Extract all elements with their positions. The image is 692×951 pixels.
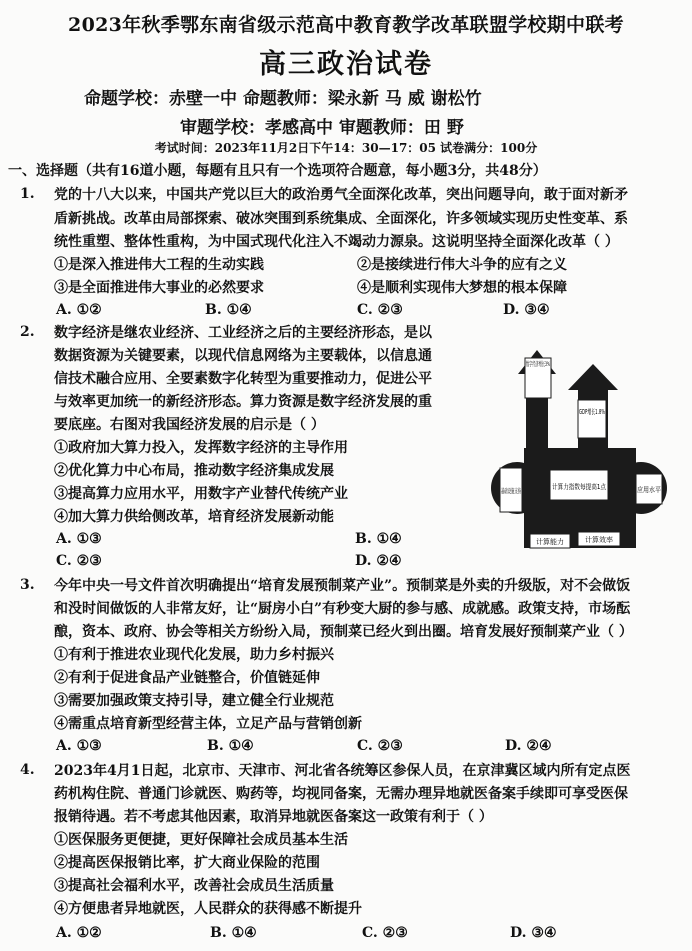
statement-item: ①政府加大算力投入，发挥数字经济的主导作用	[54, 440, 348, 456]
question-number: 3.	[20, 577, 35, 593]
statement-item: ②优化算力中心布局，推动数字经济集成发展	[54, 463, 334, 479]
statement-item: ③提高社会福利水平，改善社会成员生活质量	[54, 878, 334, 894]
answer-option[interactable]: B. ①④	[205, 302, 252, 318]
answer-option[interactable]: C. ②③	[357, 302, 403, 318]
statement-item: ③是全面推进伟大事业的必然要求	[54, 280, 264, 296]
answer-option[interactable]: C. ②③	[56, 553, 102, 569]
statement-item: ④方便患者异地就医，人民群众的获得感不断提升	[54, 901, 362, 917]
question-text: 数据资源为关键要素，以现代信息网络为主要载体，以信息通	[54, 348, 432, 364]
answer-option[interactable]: D. ③④	[510, 925, 557, 941]
bottom-right-label: 计算效率	[585, 536, 613, 544]
question-number: 4.	[20, 762, 35, 778]
arrow-left-label	[526, 359, 550, 368]
answer-option[interactable]: A. ①③	[56, 738, 102, 754]
answer-option[interactable]: D. ③④	[503, 302, 550, 318]
question-text: 党的十八大以来，中国共产党以巨大的政治勇气全面深化改革，突出问题导向，敢于面对新矛	[54, 187, 628, 203]
question-text: 药机构住院、普通门诊就医、购药等，均视同备案，无需办理异地就医备案手续即可享受医保	[54, 786, 628, 802]
question-text: 与效率更加统一的新经济形态。算力资源是数字经济发展的重	[54, 394, 432, 410]
exam-info: 考试时间：2023年11月2日下午14：30—17：05 试卷满分：100分	[154, 141, 538, 155]
statement-item: ②是接续进行伟大斗争的应有之义	[357, 257, 567, 273]
section-heading: 一、选择题（共有16道小题，每题有且只有一个选项符合题意，每小题3分，共48分）	[8, 163, 547, 179]
question-text: 盾新挑战。改革由局部探索、破冰突围到系统集成、全面深化，许多领域实现历史性变革、系	[54, 211, 628, 227]
question-text: 报销待遇。若不考虑其他因素，取消异地就医备案这一政策有利于（ ）	[54, 809, 493, 825]
arrow-right-label: GDP增长1.8%	[579, 408, 626, 416]
answer-option[interactable]: D. ②④	[355, 553, 402, 569]
question-text: 今年中央一号文件首次明确提出“培育发展预制菜产业”。预制菜是外卖的升级版，对不会做饭	[54, 578, 631, 594]
answer-option[interactable]: A. ①②	[56, 925, 102, 941]
statement-item: ④需重点培育新型经营主体，立足产品与营销创新	[54, 716, 362, 732]
reviewer-line: 审题学校：孝感高中 审题教师：田 野	[180, 118, 464, 138]
right-circle-label: 应用水平	[637, 486, 665, 494]
statement-item: ①医保服务更便捷，更好保障社会成员基本生活	[54, 832, 348, 848]
answer-option[interactable]: B. ①④	[355, 531, 402, 547]
question-text: 2023年4月1日起，北京市、天津市、河北省各统筹区参保人员，在京津冀区域内所有定点医	[54, 763, 631, 779]
question-text: 数字经济是继农业经济、工业经济之后的主要经济形态，是以	[54, 325, 432, 341]
question-text: 统性重塑、整体性重构，为中国式现代化注入不竭动力源泉。这说明坚持全面深化改革（ ）	[54, 234, 619, 250]
proposer-line: 命题学校：赤壁一中 命题教师：梁永新 马 威 谢松竹	[84, 89, 482, 109]
question-number: 2.	[20, 324, 35, 340]
question-text: 信技术融合应用、全要素数字化转型为重要推动力，促进公平	[54, 371, 432, 387]
question-text: 要底座。右图对我国经济发展的启示是（ ）	[54, 417, 325, 433]
computing-power-figure	[490, 328, 668, 560]
answer-option[interactable]: A. ①②	[56, 302, 102, 318]
statement-item: ③需要加强政策支持引导，建立健全行业规范	[54, 693, 334, 709]
statement-item: ①是深入推进伟大工程的生动实践	[54, 257, 264, 273]
answer-option[interactable]: B. ①④	[210, 925, 257, 941]
statement-item: ③提高算力应用水平，用数字产业替代传统产业	[54, 486, 348, 502]
answer-option[interactable]: A. ①③	[56, 531, 102, 547]
exam-title: 2023年秋季鄂东南省级示范高中教育教学改革联盟学校期中联考	[68, 14, 624, 36]
bottom-left-label: 计算能力	[536, 538, 564, 546]
statement-item: ②有利于促进食品产业链整合，价值链延伸	[54, 670, 320, 686]
arrow-right-label-box	[578, 400, 626, 438]
exam-subtitle: 高三政治试卷	[259, 49, 433, 80]
answer-option[interactable]: B. ①④	[207, 738, 254, 754]
answer-option[interactable]: C. ②③	[357, 738, 403, 754]
answer-option[interactable]: C. ②③	[362, 925, 408, 941]
statement-item: ④是顺利实现伟大梦想的根本保障	[357, 280, 567, 296]
statement-item: ①有利于推进农业现代化发展，助力乡村振兴	[54, 647, 334, 663]
question-text: 和没时间做饭的人非常友好，让“厨房小白”有秒变大厨的参与感、成就感。政策支持，市场酝	[54, 601, 631, 617]
statement-item: ④加大算力供给侧改革，培育经济发展新动能	[54, 509, 334, 525]
question-number: 1.	[20, 186, 35, 202]
center-label: 计算力指数每提高1点	[552, 483, 620, 491]
question-text: 酿，资本、政府、协会等相关方纷纷入局，预制菜已经火到出圈。培育发展好预制菜产业（ ）	[54, 624, 633, 640]
left-circle-label: 基础设施支持	[501, 487, 540, 495]
answer-option[interactable]: D. ②④	[505, 738, 552, 754]
statement-item: ②提高医保报销比率，扩大商业保险的范围	[54, 855, 320, 871]
